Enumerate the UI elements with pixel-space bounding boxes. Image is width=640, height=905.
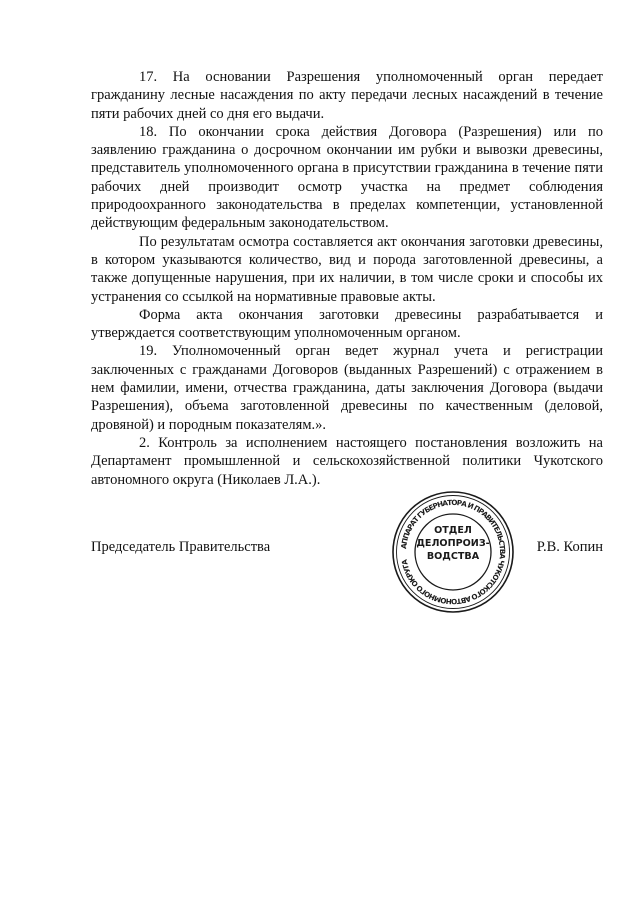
paragraph-17: 17. На основании Разрешения уполномоченный орган передает гражданину лесные насаждения по акту передачи лесных насаждений в течение пяти рабочих дней со дня его выдачи. (91, 69, 603, 122)
document-body (91, 68, 603, 489)
paragraph-control: 2. Контроль за исполнением настоящего постановления возложить на Департамент промышленной и сельскохозяйственной политики Чукотского автономного округа (Николаев Л.А.). (91, 434, 603, 488)
paragraph-18: 18. По окончании срока действия Договора (Разрешения) или по заявлению гражданина о досрочном окончании им рубки и вывозки древесины, представитель уполномоченного органа в присутствии гражданина в течение пяти рабочих дней производит осмотр участка на предмет соблюдения природоохранного законодательства в пределах компетенции, установленной действующим федеральным законодательством. (91, 123, 603, 232)
stamp-center-line: ВОДСТВА (426, 551, 480, 562)
paragraph-18-inspection-act: По результатам осмотра составляется акт окончания заготовки древесины, в котором указываются количество, вид и порода заготовленной древесины, а также допущенные нарушения, при их наличии, в том числе сроки и способы их устранения со ссылкой на нормативные правовые акты. (91, 233, 603, 305)
signatory-name: Р.В. Копин (536, 539, 603, 555)
paragraph-19: 19. Уполномоченный орган ведет журнал учета и регистрации заключенных с гражданами Договоров (выданных Разрешений) с отражением в нем фамилии, имени, отчества гражданина, даты заключения Договора (выдачи Разрешения), объема заготовленной древесины по качественным (деловой, дровяной) и породным показателям.». (91, 343, 603, 433)
stamp-center-text (415, 524, 491, 563)
signature-block (91, 538, 603, 558)
stamp-center-line: ДЕЛОПРОИЗ- (416, 538, 490, 549)
official-stamp (390, 489, 516, 615)
signatory-position: Председатель Правительства (91, 539, 271, 555)
stamp-ring-text: АППАРАТ ГУБЕРНАТОРА И ПРАВИТЕЛЬСТВА ЧУКОТСКОГО АВТОНОМНОГО ОКРУГА (399, 497, 508, 607)
stamp-center-line: ОТДЕЛ (434, 525, 472, 536)
paragraph-18-act-form: Форма акта окончания заготовки древесины разрабатывается и утверждается соответствующим уполномоченным органом. (91, 306, 603, 342)
